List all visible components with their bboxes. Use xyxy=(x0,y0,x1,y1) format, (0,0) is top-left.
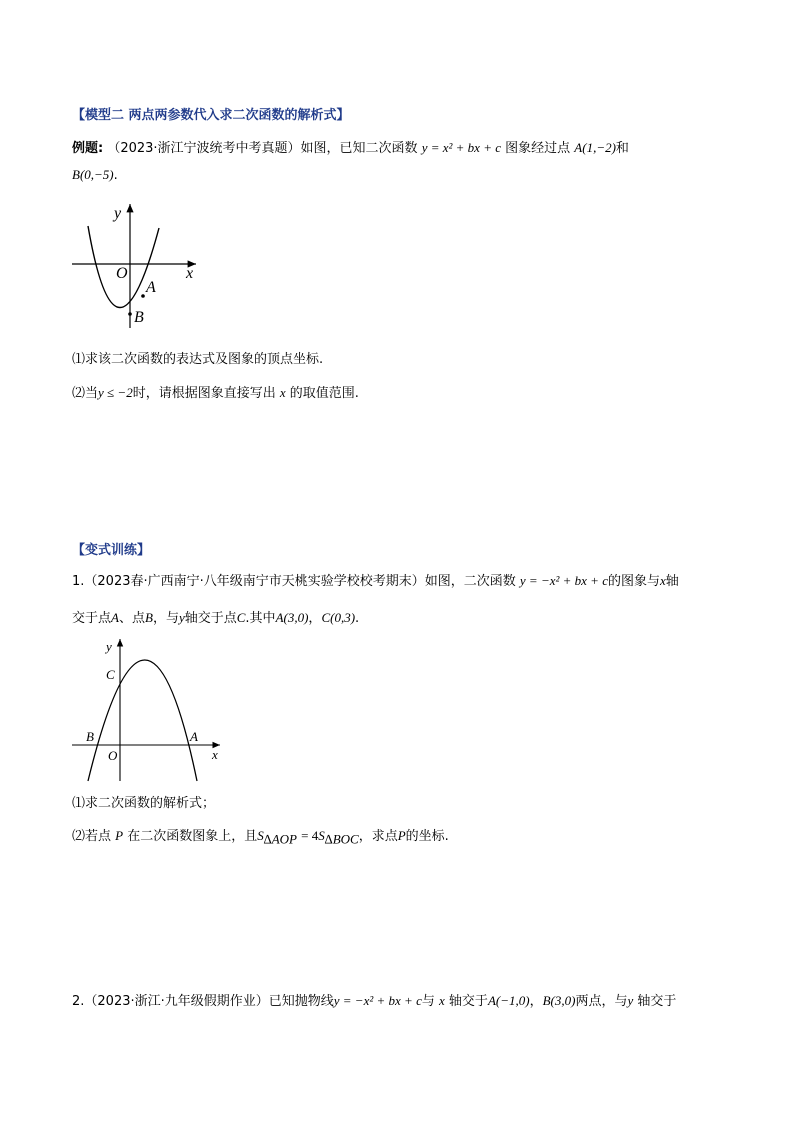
example-line-1 xyxy=(72,137,629,156)
graph2-y-label: y xyxy=(106,639,112,654)
p2-mid: 与 xyxy=(421,994,435,1009)
parabola-curve-2 xyxy=(88,660,197,781)
question-1: ⑴求该二次函数的表达式及图象的顶点坐标. xyxy=(72,352,324,367)
problem-2-line-1 xyxy=(72,990,676,1009)
problem-1-line-2 xyxy=(72,607,359,626)
graph2-x-label: x xyxy=(212,747,218,762)
p1-B: B xyxy=(144,610,153,625)
section-heading-variant: 【变式训练】 xyxy=(72,543,151,558)
graph1-a-label: A xyxy=(146,279,156,296)
graph1-y-label: y xyxy=(114,205,122,222)
q2-x: x xyxy=(279,385,286,400)
q2-prefix: ⑵当 xyxy=(72,386,99,401)
example-mid-text: 图象经过点 xyxy=(505,141,571,156)
p1-point-c: C(0,3) xyxy=(321,610,356,625)
p1-q2-post1: ，求点 xyxy=(358,829,398,844)
p2-equation: y = −x² + bx + c xyxy=(333,993,422,1008)
period: . xyxy=(113,168,118,183)
p1-q2-P2: P xyxy=(397,828,406,843)
p1-period: . xyxy=(355,611,360,626)
p1-point-a: A(3,0) xyxy=(275,610,309,625)
graph1-b-label: B xyxy=(134,309,144,326)
p1-q2-post2: 的坐标. xyxy=(405,829,449,844)
p1-q2-prefix: ⑵若点 xyxy=(72,829,112,844)
p1-mid: 的图象与 xyxy=(607,574,660,589)
q2-post: 的取值范围. xyxy=(289,386,359,401)
p1-question-1: ⑴求二次函数的解析式； xyxy=(72,796,216,811)
point-a-coord: A(1,−2) xyxy=(574,140,616,155)
example-equation: y = x² + bx + c xyxy=(421,140,501,155)
p1-question-2 xyxy=(72,825,449,848)
graph1-x-label: x xyxy=(186,265,194,282)
p1-x: x xyxy=(660,573,666,588)
and-text: 和 xyxy=(615,141,629,156)
graph2-origin-label: O xyxy=(108,748,118,763)
problem-1-line-1 xyxy=(72,570,679,589)
point-a-dot xyxy=(141,294,145,298)
p1-A: A xyxy=(111,610,119,625)
p1-l2-a: 交于点 xyxy=(72,611,112,626)
p1-y: y xyxy=(178,610,185,625)
p2-point-b: B(3,0) xyxy=(542,993,576,1008)
p1-q2-sub1: ∆AOP xyxy=(263,831,297,847)
p1-end: 轴 xyxy=(665,574,679,589)
q2-mid: 时，请根据图象直接写出 xyxy=(132,386,276,401)
question-2 xyxy=(72,382,359,401)
p1-l2-c: ，与 xyxy=(152,611,179,626)
p1-C: C xyxy=(236,610,246,625)
point-b-coord: B(0,−5) xyxy=(72,167,114,182)
graph2-b-label: B xyxy=(86,729,94,744)
graph2-c-label: C xyxy=(106,667,115,682)
p2-x: x xyxy=(439,993,445,1008)
p2-y: y xyxy=(627,993,634,1008)
example-line-2 xyxy=(72,167,118,183)
p1-comma: ， xyxy=(308,611,322,626)
p1-q2-eq: = 4 xyxy=(301,828,319,843)
p1-q2-P: P xyxy=(115,828,124,843)
p1-l2-b: 、点 xyxy=(118,611,145,626)
p2-mid2: 轴交于 xyxy=(448,994,488,1009)
section-heading-model2: 【模型二 两点两参数代入求二次函数的解析式】 xyxy=(72,108,350,123)
point-b-dot xyxy=(128,312,132,316)
p2-source: 2.（2023·浙江·九年级假期作业）已知抛物线 xyxy=(72,994,334,1009)
example-source: （2023·浙江宁波统考中考真题）如图，已知二次函数 xyxy=(107,141,418,156)
example-label: 例题: xyxy=(72,141,104,156)
p1-equation: y = −x² + bx + c xyxy=(519,573,608,588)
q2-condition: y ≤ −2 xyxy=(98,385,133,400)
p1-q2-S1: S xyxy=(257,828,264,843)
p1-source: 1.（2023春·广西南宁·八年级南宁市天桃实验学校校考期末）如图，二次函数 xyxy=(72,574,516,589)
p1-q2-S2: S xyxy=(318,828,325,843)
p1-q2-sub2: ∆BOC xyxy=(324,831,359,847)
p1-q2-mid: 在二次函数图象上，且 xyxy=(127,829,258,844)
graph1-origin-label: O xyxy=(116,265,128,282)
parabola-graph-2 xyxy=(68,635,228,785)
parabola-graph-1 xyxy=(68,198,208,338)
graph2-a-label: A xyxy=(190,729,198,744)
p2-mid3: 两点，与 xyxy=(575,994,628,1009)
p2-point-a: A(−1,0) xyxy=(487,993,530,1008)
p2-comma: ， xyxy=(529,994,543,1009)
p2-end: 轴交于 xyxy=(637,994,677,1009)
p1-l2-d: 轴交于点 xyxy=(184,611,237,626)
p1-l2-e: .其中 xyxy=(245,611,276,626)
